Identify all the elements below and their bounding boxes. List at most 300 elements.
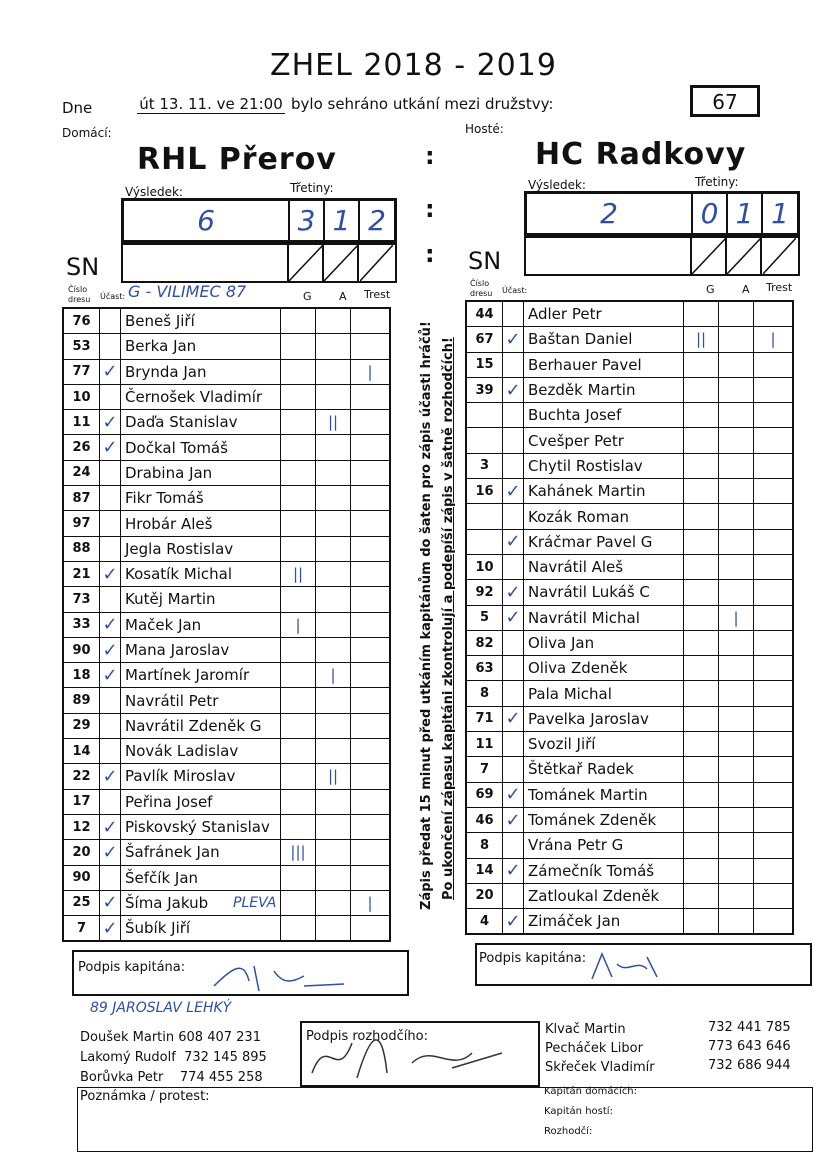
home-captain-signature [204, 956, 354, 996]
goals [684, 453, 719, 478]
player-name: Zatloukal Zdeněk [524, 883, 684, 908]
penalty [351, 460, 391, 485]
penalty [351, 663, 391, 688]
goals [684, 554, 719, 579]
home-sn-box [121, 243, 397, 283]
colon-1: : [425, 142, 435, 170]
goals [281, 739, 316, 764]
goals [684, 732, 719, 757]
home-row [63, 435, 390, 460]
goals [684, 352, 719, 377]
penalty [754, 554, 794, 579]
penalty [754, 909, 794, 935]
presence-check: ✓ [100, 561, 121, 586]
assists [719, 529, 754, 554]
penalty [351, 511, 391, 536]
penalty [754, 453, 794, 478]
assists: | [316, 663, 351, 688]
player-number: 90 [63, 865, 100, 890]
away-period-3: 1 [771, 197, 789, 230]
home-row [63, 840, 390, 865]
player-name: Oliva Jan [524, 630, 684, 655]
player-name: Svozil Jiří [524, 732, 684, 757]
goals [684, 807, 719, 832]
player-number: 7 [63, 916, 100, 942]
away-label: Hosté: [465, 122, 504, 136]
goals [684, 757, 719, 782]
presence-check: ✓ [100, 890, 121, 915]
home-row [63, 561, 390, 586]
presence-check [100, 688, 121, 713]
presence-check [100, 865, 121, 890]
presence-check: ✓ [100, 840, 121, 865]
home-row [63, 713, 390, 738]
presence-check [100, 384, 121, 409]
presence-check [100, 713, 121, 738]
player-name: Šefčík Jan [121, 865, 281, 890]
colon-2: : [425, 195, 435, 223]
player-number: 87 [63, 486, 100, 511]
away-row [466, 580, 793, 605]
away-periods-label: Třetiny: [695, 175, 739, 189]
presence-check [100, 789, 121, 814]
penalty [754, 706, 794, 731]
presence-check [503, 757, 524, 782]
penalty [351, 308, 391, 334]
goals [281, 814, 316, 839]
presence-check [503, 630, 524, 655]
goals [281, 359, 316, 384]
player-name: Šíma Jakub [121, 890, 281, 915]
player-number: 16 [466, 479, 503, 504]
home-col-a: A [339, 290, 347, 303]
player-name: Kráčmar Pavel G [524, 529, 684, 554]
away-col-number: Číslo dresu [470, 279, 493, 298]
date-value: út 13. 11. ve 21:00 [137, 95, 285, 114]
assists [316, 739, 351, 764]
penalty [351, 410, 391, 435]
penalty [351, 713, 391, 738]
assists [316, 536, 351, 561]
penalty [351, 916, 391, 942]
goals [684, 858, 719, 883]
presence-check: ✓ [100, 637, 121, 662]
goals [684, 529, 719, 554]
player-number [466, 504, 503, 529]
assists [316, 486, 351, 511]
away-row [466, 403, 793, 428]
home-row [63, 814, 390, 839]
assists [719, 656, 754, 681]
home-period-1: 3 [290, 201, 325, 240]
home-result-label: Výsledek: [125, 185, 183, 199]
player-number: 20 [466, 883, 503, 908]
assists [316, 840, 351, 865]
home-row [63, 612, 390, 637]
player-number: 73 [63, 587, 100, 612]
referees-right [545, 1020, 655, 1077]
player-name: Dočkal Tomáš [121, 435, 281, 460]
goals [281, 435, 316, 460]
presence-check: ✓ [100, 359, 121, 384]
away-row [466, 833, 793, 858]
penalty [754, 580, 794, 605]
player-name: Kosatík Michal [121, 561, 281, 586]
presence-check [503, 453, 524, 478]
assists [316, 612, 351, 637]
assists [719, 858, 754, 883]
penalty [351, 536, 391, 561]
assists [316, 890, 351, 915]
away-row [466, 428, 793, 453]
assists [719, 352, 754, 377]
presence-check: ✓ [100, 916, 121, 942]
presence-check: ✓ [503, 529, 524, 554]
penalty [754, 605, 794, 630]
away-captain-label: Podpis kapitána: [479, 951, 587, 966]
assists [316, 308, 351, 334]
player-name: Šubík Jiří [121, 916, 281, 942]
player-number: 12 [63, 814, 100, 839]
player-name: Navrátil Petr [121, 688, 281, 713]
away-team-name: HC Radkovy [535, 137, 747, 172]
presence-check: ✓ [503, 909, 524, 935]
away-row [466, 630, 793, 655]
goals [281, 334, 316, 359]
colon-3: : [425, 240, 435, 268]
goals [684, 782, 719, 807]
player-number: 5 [466, 605, 503, 630]
goals [684, 504, 719, 529]
goals [281, 587, 316, 612]
penalty: | [351, 359, 391, 384]
ref-right-3: Skřeček Vladimír [545, 1060, 655, 1075]
assists [316, 384, 351, 409]
away-row [466, 706, 793, 731]
presence-check: ✓ [503, 605, 524, 630]
player-name: Bezděk Martin [524, 377, 684, 402]
note-label: Poznámka / protest: [80, 1089, 210, 1104]
ref-left-1: Doušek Martin 608 407 231 [80, 1030, 261, 1045]
extra-player-note: 89 JAROSLAV LEHKÝ [90, 1000, 232, 1016]
home-col-presence: Účast: [100, 292, 126, 301]
home-row [63, 536, 390, 561]
referees-left [80, 1028, 267, 1088]
player-number: 53 [63, 334, 100, 359]
away-period-2: 1 [728, 194, 763, 233]
presence-check [100, 460, 121, 485]
player-name: Martínek Jaromír [121, 663, 281, 688]
home-row [63, 511, 390, 536]
goals [281, 410, 316, 435]
player-name: Navrátil Zdeněk G [121, 713, 281, 738]
presence-check: ✓ [100, 410, 121, 435]
player-number: 69 [466, 782, 503, 807]
player-number: 82 [466, 630, 503, 655]
home-row [63, 789, 390, 814]
away-row [466, 554, 793, 579]
ref-right-phone-2: 773 643 646 [708, 1039, 791, 1054]
penalty [754, 807, 794, 832]
penalty [754, 858, 794, 883]
player-name: Beneš Jiří [121, 308, 281, 334]
presence-check: ✓ [503, 807, 524, 832]
assists [719, 782, 754, 807]
penalty [351, 865, 391, 890]
goals [684, 479, 719, 504]
away-col-g: G [706, 283, 715, 296]
presence-check [100, 536, 121, 561]
player-number: 26 [63, 435, 100, 460]
assists [719, 833, 754, 858]
home-captain-label: Podpis kapitána: [78, 960, 186, 975]
assists [316, 637, 351, 662]
ref-right-phone-1: 732 441 785 [708, 1020, 791, 1035]
away-row [466, 757, 793, 782]
player-name: Šafránek Jan [121, 840, 281, 865]
assists [719, 479, 754, 504]
goals [281, 308, 316, 334]
assists [316, 916, 351, 942]
referees-right-phones [708, 1018, 791, 1075]
presence-check: ✓ [100, 663, 121, 688]
home-row [63, 384, 390, 409]
presence-check [503, 656, 524, 681]
player-number: 67 [466, 327, 503, 352]
assists [316, 688, 351, 713]
away-row [466, 909, 793, 935]
player-name: Černošek Vladimír [121, 384, 281, 409]
goals [281, 384, 316, 409]
player-number: 15 [466, 352, 503, 377]
home-row [63, 410, 390, 435]
player-number: 10 [466, 554, 503, 579]
assists [316, 814, 351, 839]
player-number: 11 [63, 410, 100, 435]
assists [316, 359, 351, 384]
presence-check: ✓ [503, 782, 524, 807]
home-score-box [121, 198, 397, 243]
home-row [63, 334, 390, 359]
player-number: 44 [466, 301, 503, 327]
goals [684, 428, 719, 453]
presence-check [100, 486, 121, 511]
penalty [754, 782, 794, 807]
player-name: Navrátil Lukáš C [524, 580, 684, 605]
away-score-box [524, 191, 800, 236]
home-periods-label: Třetiny: [290, 181, 334, 195]
home-col-g: G [303, 290, 312, 303]
goals [281, 486, 316, 511]
away-row [466, 352, 793, 377]
presence-check [100, 739, 121, 764]
goals [281, 865, 316, 890]
away-row [466, 782, 793, 807]
penalty [754, 833, 794, 858]
assists [719, 909, 754, 935]
captain-home-summary: Kapitán domácích: [544, 1086, 638, 1097]
ref-right-2: Pecháček Libor [545, 1041, 643, 1056]
assists: || [316, 410, 351, 435]
home-score: 6 [124, 201, 290, 240]
away-row [466, 858, 793, 883]
player-number: 76 [63, 308, 100, 334]
referee-sign-label: Podpis rozhodčího: [306, 1029, 428, 1044]
player-name: Štětkař Radek [524, 757, 684, 782]
goals: || [281, 561, 316, 586]
ref-right-1: Klvač Martin [545, 1022, 626, 1037]
player-number: 89 [63, 688, 100, 713]
player-name: Zimáček Jan [524, 909, 684, 935]
penalty [351, 612, 391, 637]
player-name: Pavlík Miroslav [121, 764, 281, 789]
captains-summary [544, 1082, 637, 1142]
home-team-name: RHL Přerov [137, 142, 337, 177]
assists [719, 377, 754, 402]
penalty [754, 352, 794, 377]
home-captain-box [72, 950, 409, 996]
assists [719, 428, 754, 453]
away-row [466, 732, 793, 757]
presence-check: ✓ [503, 706, 524, 731]
assists [719, 732, 754, 757]
goals [684, 377, 719, 402]
home-row [63, 359, 390, 384]
player-number: 39 [466, 377, 503, 402]
player-number: 29 [63, 713, 100, 738]
away-row [466, 327, 793, 352]
player-name: Daďa Stanislav [121, 410, 281, 435]
penalty [351, 334, 391, 359]
goals [281, 460, 316, 485]
player-name: Zámečník Tomáš [524, 858, 684, 883]
penalty [351, 637, 391, 662]
player-name: Mana Jaroslav [121, 637, 281, 662]
presence-check [100, 308, 121, 334]
player-number: 25 [63, 890, 100, 915]
assists [719, 757, 754, 782]
player-name: Navrátil Aleš [524, 554, 684, 579]
player-number: 3 [466, 453, 503, 478]
penalty [754, 656, 794, 681]
goals [684, 580, 719, 605]
referee-sign-box [300, 1021, 540, 1087]
away-row [466, 504, 793, 529]
home-presence-note: G - VILIMEC 87 [128, 282, 247, 301]
penalty [351, 764, 391, 789]
goals [684, 656, 719, 681]
home-period-2: 1 [325, 201, 360, 240]
presence-check [100, 587, 121, 612]
player-name: Vrána Petr G [524, 833, 684, 858]
played-text: bylo sehráno utkání mezi družstvy: [291, 95, 554, 113]
away-row [466, 453, 793, 478]
player-number: 14 [466, 858, 503, 883]
player-number: 4 [466, 909, 503, 935]
player-number: 14 [63, 739, 100, 764]
assists [719, 327, 754, 352]
home-row [63, 688, 390, 713]
penalty [351, 688, 391, 713]
penalty: | [351, 890, 391, 915]
assists [316, 460, 351, 485]
presence-check [503, 554, 524, 579]
player-name: Novák Ladislav [121, 739, 281, 764]
penalty [754, 428, 794, 453]
assists [316, 435, 351, 460]
player-number: 33 [63, 612, 100, 637]
home-row [63, 865, 390, 890]
goals: || [684, 327, 719, 352]
vertical-note-2: Po ukončení zápasu kapitáni zkontrolují a podepíší zápis v šatně rozhodčích! [441, 337, 456, 900]
presence-check: ✓ [503, 858, 524, 883]
away-col-trest: Trest [766, 281, 793, 294]
away-row [466, 479, 793, 504]
goals: | [281, 612, 316, 637]
vertical-note-1: Zápis předat 15 minut před utkáním kapitánům do šaten pro zápis účasti hráčů! [419, 321, 434, 910]
goals [684, 833, 719, 858]
away-row [466, 883, 793, 908]
player-number: 46 [466, 807, 503, 832]
presence-check [100, 334, 121, 359]
away-row [466, 656, 793, 681]
presence-check: ✓ [100, 612, 121, 637]
assists [316, 334, 351, 359]
away-sn-box [524, 236, 800, 276]
player-number: 90 [63, 637, 100, 662]
assists [719, 301, 754, 327]
goals [281, 637, 316, 662]
home-row [63, 916, 390, 942]
player-number [466, 529, 503, 554]
assists [719, 706, 754, 731]
penalty [754, 732, 794, 757]
penalty [351, 814, 391, 839]
away-row [466, 301, 793, 327]
away-row [466, 377, 793, 402]
penalty [351, 789, 391, 814]
match-number: 67 [690, 85, 760, 117]
date-label: Dne [62, 99, 93, 117]
home-label: Domácí: [62, 126, 112, 140]
home-row [63, 663, 390, 688]
player-name: Kahánek Martin [524, 479, 684, 504]
presence-check: ✓ [503, 377, 524, 402]
assists [719, 807, 754, 832]
captain-away-summary: Kapitán hostí: [544, 1106, 613, 1117]
away-sn-label: SN [468, 247, 502, 275]
player-number: 97 [63, 511, 100, 536]
player-name: Berka Jan [121, 334, 281, 359]
penalty [351, 840, 391, 865]
goals [281, 688, 316, 713]
player-name: Buchta Josef [524, 403, 684, 428]
player-number: 77 [63, 359, 100, 384]
penalty [754, 479, 794, 504]
away-result-label: Výsledek: [528, 178, 586, 192]
referee-signature [302, 1023, 538, 1085]
presence-check: ✓ [100, 764, 121, 789]
away-captain-box [475, 943, 812, 986]
penalty [754, 681, 794, 706]
presence-check [503, 428, 524, 453]
player-name: Fikr Tomáš [121, 486, 281, 511]
player-number: 88 [63, 536, 100, 561]
player-name: Pala Michal [524, 681, 684, 706]
away-row [466, 807, 793, 832]
player-name: Baštan Daniel [524, 327, 684, 352]
assists [316, 713, 351, 738]
